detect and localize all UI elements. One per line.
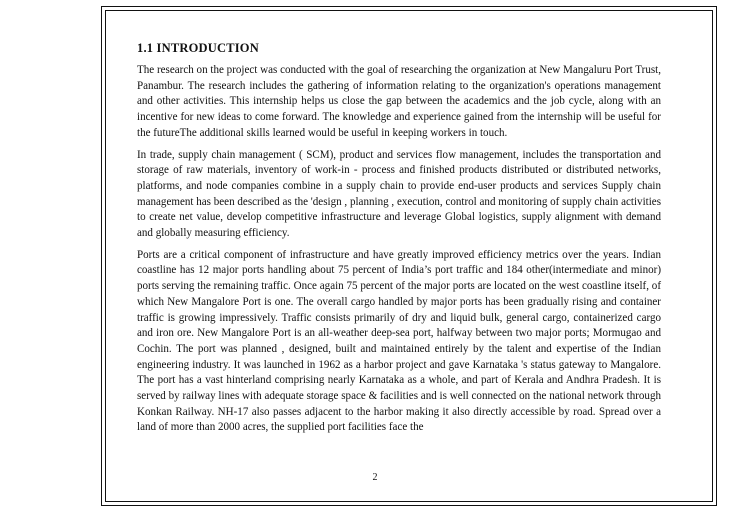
paragraph-3: Ports are a critical component of infrastructure and have greatly improved efficiency metrics over the years. Indian coastline has 12 major ports handling about 75 percent of India’s port traffic and 184 other(intermediate and minor) ports serving the remaining traffic. Once again 75 percent of the major ports are located on the west coastline itself, of which New Mangalore Port is one. The overall cargo handled by major ports has been gradually rising and container traffic is growing impressively. Traffic consists primarily of dry and liquid bulk, general cargo, containerized cargo and iron ore. New Mangalore Port is an all-weather deep-sea port, halfway between two major ports; Mormugao and Cochin. The port was planned , designed, built and maintained entirely by the talent and expertise of the Indian engineering industry. It was launched in 1962 as a harbor project and gave Karnataka 's status gateway to Mangalore. The port has a vast hinterland comprising nearly Karnataka as a whole, and part of Kerala and Andhra Pradesh. It is served by railway lines with adequate storage space & facilities and is well connected on the national network through Konkan Railway. NH-17 also passes adjacent to the harbor making it also directly accessible by road. Spread over a land of more than 2000 acres, the supplied port facilities face the <box>137 248 661 434</box>
section-heading: 1.1 INTRODUCTION <box>137 41 259 55</box>
paragraph-2: In trade, supply chain management ( SCM), product and services flow management, includes the transportation and storage of raw materials, inventory of work-in - process and finished products distributed or distributed networks, platforms, and node companies combine in a supply chain to provide end-user products and services Supply chain management has been described as the 'design , planning , execution, control and monitoring of supply chain activities to create net value, develop competitive infrastructure and leverage Global logistics, supply alignment with demand and globally measuring efficiency. <box>137 148 661 240</box>
page-number: 2 <box>372 472 378 483</box>
paragraph-1: The research on the project was conducted with the goal of researching the organization at New Mangaluru Port Trust, Panambur. The research includes the gathering of information relating to the organization's operations management and other activities. This internship helps us close the gap between the academics and the job cycle, along with an incentive for new ideas to come forward. The knowledge and experience gained from the internship will be useful for the futureThe additional skills learned would be useful in keeping workers in touch. <box>137 64 661 139</box>
page-content <box>137 40 661 442</box>
